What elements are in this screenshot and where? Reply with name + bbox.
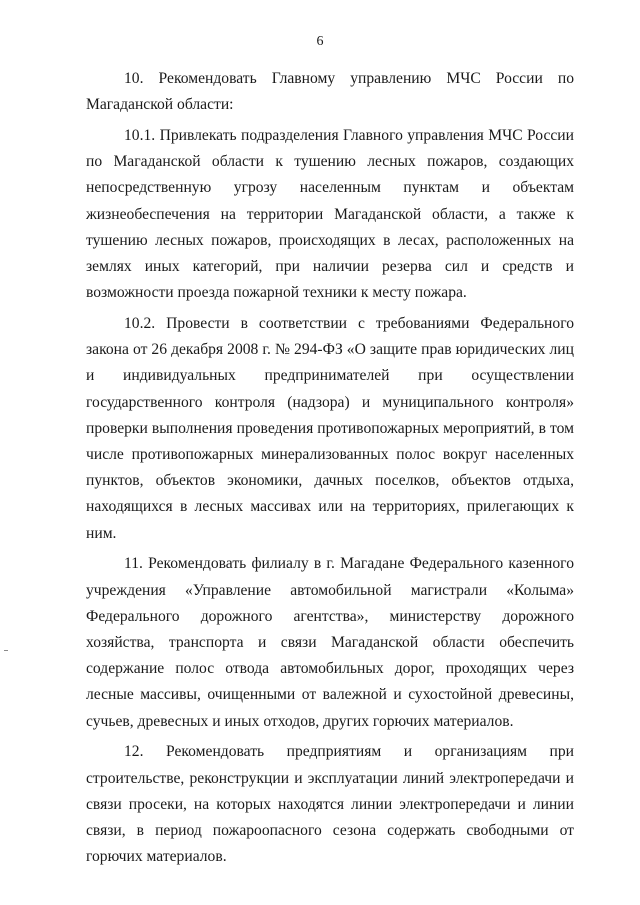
paragraph-12: 12. Рекомендовать предприятиям и организациям при строительстве, реконструкции и эксплуатации линий электропередачи и связи просеки, на которых находятся линии электропередачи и линии связи, в период пожароопасного сезона содержать свободными от горючих материалов. [86, 743, 574, 866]
paragraph-10: 10. Рекомендовать Главному управлению МЧС России по Магаданской области: [86, 70, 574, 114]
page-number: 6 [316, 34, 324, 49]
scan-margin-mark [4, 650, 8, 651]
document-body [86, 66, 574, 875]
paragraph-11: 11. Рекомендовать филиалу в г. Магадане Федерального казенного учреждения «Управление автомобильной магистрали «Колыма» Федерального дорожного агентства», министерству дорожного хозяйства, транспорта и связи Магаданской области обеспечить содержание полос отвода автомобильных дорог, проходящих через лесные массивы, очищенными от валежной и сухостойной древесины, сучьев, древесных и иных отходов, других горючих материалов. [86, 555, 574, 730]
paragraph-10-1: 10.1. Привлекать подразделения Главного управления МЧС России по Магаданской области к тушению лесных пожаров, создающих непосредственную угрозу населенным пунктам и объектам жизнеобеспечения на территории Магаданской области, а также к тушению лесных пожаров, происходящих в лесах, расположенных на землях иных категорий, при наличии резерва сил и средств и возможности проезда пожарной техники к месту пожара. [86, 127, 574, 302]
paragraph-10-2: 10.2. Провести в соответствии с требованиями Федерального закона от 26 декабря 2008 г. № 294-ФЗ «О защите прав юридических лиц и индивидуальных предпринимателей при осуществлении государственного контроля (надзора) и муниципального контроля» проверки выполнения проведения противопожарных мероприятий, в том числе противопожарных минерализованных полос вокруг населенных пунктов, объектов экономики, дачных поселков, объектов отдыха, находящихся в лесных массивах или на территориях, прилегающих к ним. [86, 315, 574, 542]
